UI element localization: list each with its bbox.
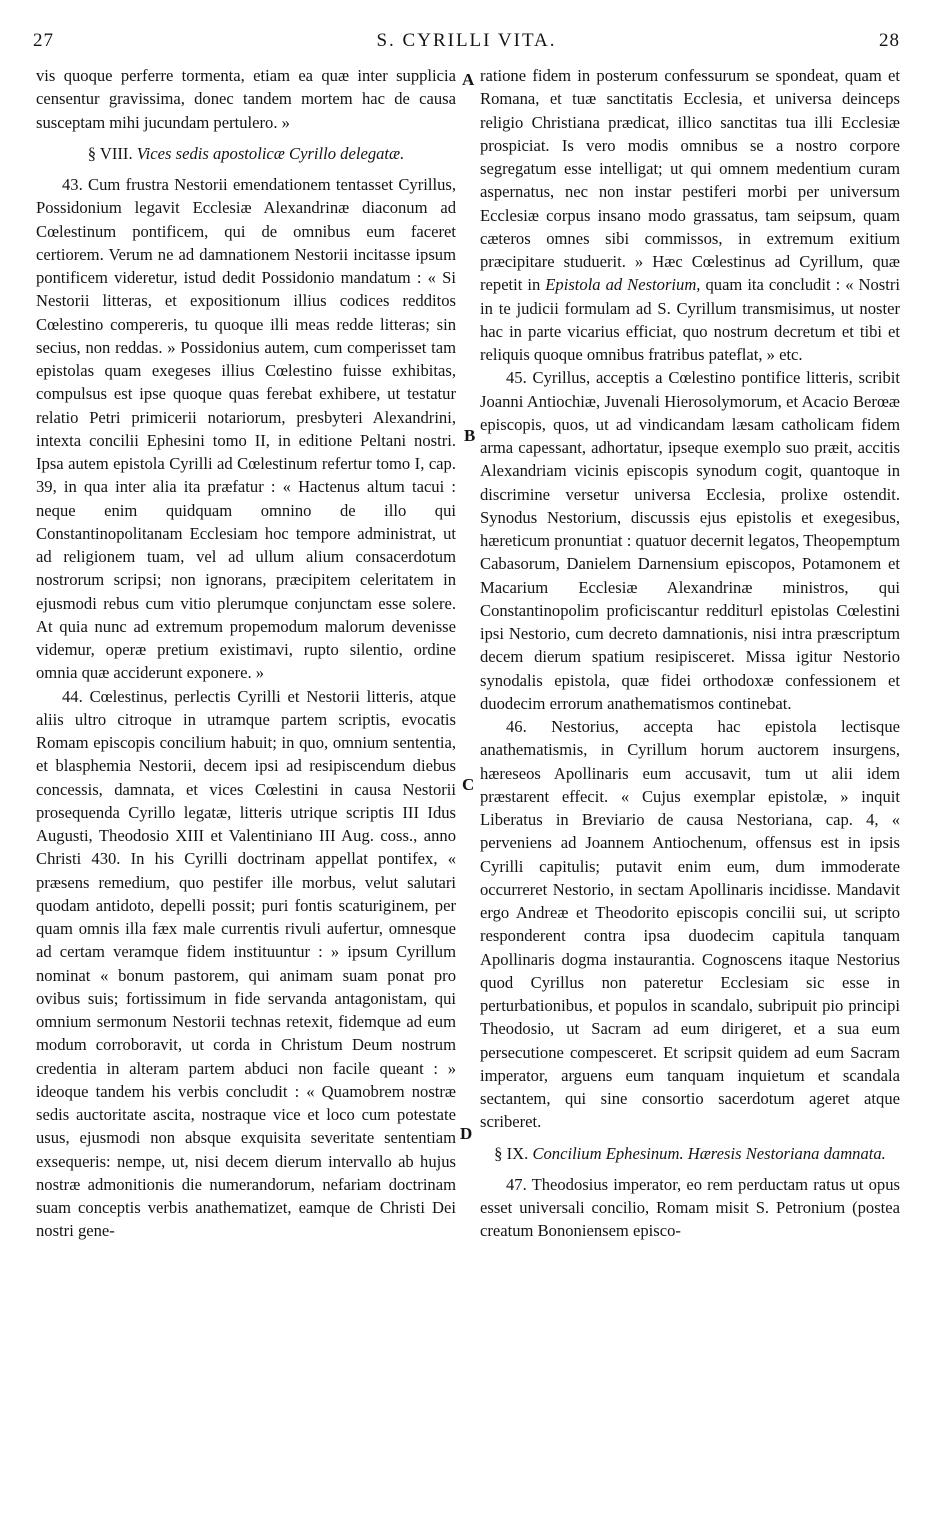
italic-title: Epistola ad Nestorium, [545,275,701,295]
margin-letter-d: D [460,1124,473,1143]
paragraph-47: 47. Theodosius imperator, eo rem perductam ratus ut opus esset universali concilio, Romam misit S. Petronium (postea creatum Bononiensem episco- [480,1174,900,1241]
left-column [36,64,456,1243]
running-title: S. CYRILLI VITA. [376,30,557,51]
paragraph-continuation: vis quoque perferre tormenta, etiam ea quæ inter supplicia censentur gravissima, donec tandem mortem hac de causa susceptam mihi jucundam pertulero. » [36,66,456,132]
margin-letter-b: B [464,426,476,445]
section-number: § VIII. [87,143,133,163]
page-number-left: 27 [33,30,54,51]
section-heading-viii [36,142,456,165]
page-number-right: 28 [879,30,900,51]
section-title: Vices sedis apostolicæ Cyrillo delegatæ. [136,143,405,163]
section-heading-ix [480,1142,900,1165]
paragraph-continuation-right [480,64,900,366]
text-run: ratione fidem in posterum confessurum se spondeat, quam et Romana, et tuæ sanctitatis Ecclesia, et universa deinceps religio Christiana prædicat, illico sanctitas tua illi Ecclesiæ prospiciat. Is vero modis omnibus se a nostro corpore segregatum esse intelligat; ut qui omnem medentium curam aspernatus, nec non instar pestiferi morbi per universum Ecclesiæ corpus insano modo grassatus, tam seipsum, quam cæteros omnes sibi commissos, in extremum exitium præcipitare studuerit. » Hæc Cœlestinus ad Cyrillum, quæ repetit in [480,66,900,295]
text-run: quam ita concludit : « Nostri in te judicii formulam ad S. Cyrillum transmisimus, ut noster hac in parte vicarius efficiat, quo nostrum decretum et tibi et reliquis quoque omnibus fratribus pateflat, » etc. [480,275,900,364]
paragraph-44: 44. Cœlestinus, perlectis Cyrilli et Nestorii litteris, atque aliis ultro citroque in utramque partem scriptis, evocatis Romam episcopis concilium habuit; in quo, omnium sententia, et blasphemia Nestorii, decem ipsi ad resipiscendum diebus concessis, damnata, et vices Cœlestini in causa Nestorii prosequenda Cyrillo legatæ, litteris utrique scriptis III Idus Augusti, Theodosio XIII et Valentiniano III Aug. coss., anno Christi 430. In his Cyrilli doctrinam appellat pontifex, « præsens remedium, quo pestifer ille morbus, velut salutari quodam antidoto, depelli possit; puri fontis scaturiginem, per quam omnis illa fæx male currentis rivuli aufertur, omnesque ad certam veramque fidem instituuntur : » ipsum Cyrillum nominat « bonum pastorem, qui animam suam ponat pro ovibus suis; fortissimum in fide servanda antagonistam, qui omnium sermonum Nestorii technas retexit, fidemque ad eum modum corroboravit, ut corda in Christum Deum nostrum credentia in alteram partem abduci non facile queant : » ideoque tandem his verbis concludit : « Quamobrem nostræ sedis auctoritate ascita, nostraque vice et loco cum potestate usus, ejusmodi non absque exquisita severitate sententiam exsequeris: nempe, ut, nisi decem dierum intervallo ab hujus nostræ admonitionis die numerandorum, nefariam doctrinam suam conceptis verbis anathematizet, eamque de Christi Dei nostri gene- [36,686,456,1241]
paragraph-43: 43. Cum frustra Nestorii emendationem tentasset Cyrillus, Possidonium legavit Ecclesiæ Alexandrinæ diaconum ad Cœlestinum pontificem, qui de omnibus eum faceret certiorem. Verum ne ad damnationem Nestorii incitasse ipsum pontificem videretur, istud dedit Possidonio mandatum : « Si Nestorii litteras, et expositionum illius codices redditos Cœlestino compereris, tu quoque illi meas redde litteras; sin secius, non reddas. » Possidonius autem, cum comperisset tam epistolas quam exegeses illius Cœlestino fuisse exhibitas, compulsus est ipse quoque quas ferebat exhibere, ut testatur relatio Petri primicerii notariorum, presbyteri Alexandrini, intexta concilii Ephesini tomo II, in editione Peltani nostri. Ipsa autem epistola Cyrilli ad Cœlestinum refertur tomo I, cap. 39, in qua inter alia ita præfatur : « Hactenus altum tacui : neque enim quidquam omnino de illo qui Constantinopolitanam Ecclesiam hoc tempore administrat, ut ad religionem tuam, vel ad ullum alium consacerdotum nostrorum scripsi; non ignorans, præcipitem celeritatem in ejusmodi rebus cum vitio plerumque conjunctam esse solere. At quia nunc ad extremum propemodum malorum devenisse videmur, operæ pretium existimavi, rupto silentio, ordine omnia quæ acciderunt exponere. » [36,175,456,683]
margin-letter-c: C [462,775,475,794]
paragraph-45: 45. Cyrillus, acceptis a Cœlestino pontifice litteris, scribit Joanni Antiochiæ, Juvenali Hierosolymorum, et Acacio Berœæ episcopis, quos, ut ad vindicandam læsam catholicam fidem arma capessant, adhortatur, ipseque exemplo suo præit, accitis Alexandriam vicinis episcopis synodum cogit, quantoque in discrimine versetur universa Ecclesia, prolixe ostendit. Synodus Nestorium, discussis ejus epistolis et exegesibus, hæreticum pronuntiat : quatuor decernit legatos, Theopemptum Cabasorum, Danielem Darnensium episcopos, Potamonem et Macarium Ecclesiæ Alexandrinæ ministros, qui Constantinopolim proficiscantur redditurl epistolas Cœlestini ipsi Nestorio, cum decreto damnationis, nisi intra præscriptum decem dierum spatium resipisceret. Missa igitur Nestorio synodalis epistola, quæ fidei orthodoxæ confessionem et duodecim errorum anathematismos continebat. [480,368,900,713]
paragraph-46: 46. Nestorius, accepta hac epistola lectisque anathematismis, in Cyrillum horum auctorem insurgens, hæreseos Apollinaris eum accusavit, tum ut alii idem præstarent effecit. « Cujus exemplar epistolæ, » inquit Liberatus in Breviario de causa Nestoriana, cap. 4, « perveniens ad Joannem Antiochenum, offensus est in ipsis Cyrilli capitulis; putavit enim eum, dum immoderate occurreret Nestorio, in sectam Apollinaris incidisse. Mandavit ergo Andreæ et Theodorito episcopis concilii sui, ut scripto responderent contra ipsa duodecim capitula tanquam Apollinaris dogma instaurantia. Cognoscens itaque Nestorius quod Cyrillus non pateretur Ecclesiam sic esse in perturbationibus, et populos in scandalo, subripuit pio principi Theodosio, ut Sacram ad eum dirigeret, et a sua eum persecutione compesceret. Et scripsit quidem ad eum Sacram imperator, arguens eum tanquam inquietum et scandala sectantem, qui sine consortio sacerdotum ageret atque scriberet. [480,717,900,1132]
right-column [480,64,900,1243]
running-header [33,30,900,60]
section-number: § IX. [494,1143,529,1163]
margin-letter-a: A [462,70,475,89]
section-title: Concilium Ephesinum. Hæresis Nestoriana damnata. [532,1143,886,1163]
